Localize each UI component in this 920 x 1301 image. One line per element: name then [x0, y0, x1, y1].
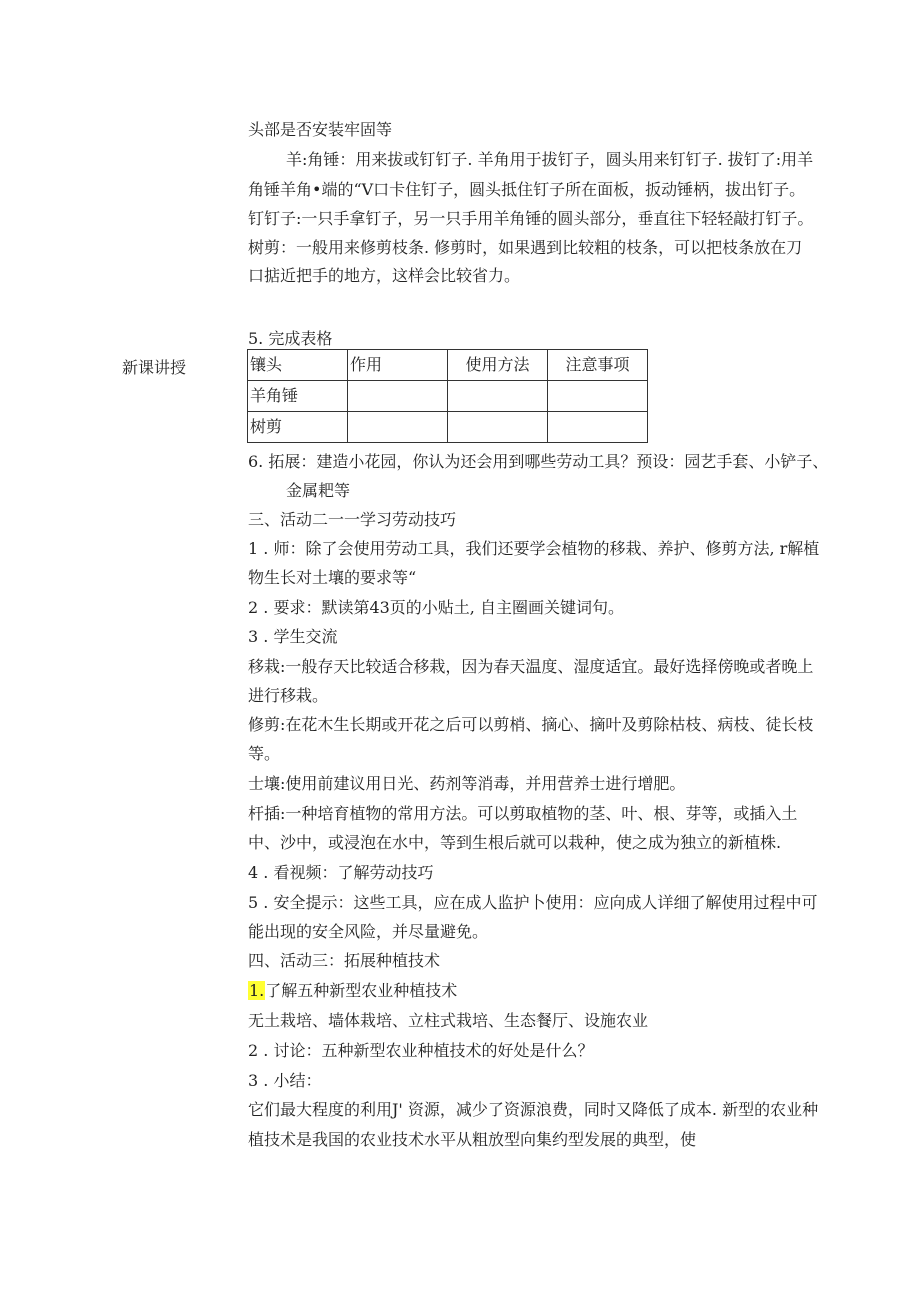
text-line: 3 . 小结： [248, 1071, 322, 1090]
text-line: 等。 [248, 744, 281, 763]
text-line: 金属耙等 [286, 481, 351, 500]
text-line: 5 . 安全提示：这些工具，应在成人监护卜使用：应向成人详细了解使用过程中可 [248, 893, 818, 912]
text-line: 士壤:使用前建议用日光、药剂等消毒，并用营养士进行增肥。 [248, 774, 686, 793]
text-span: 了解五种新型农业种植技术 [265, 981, 458, 1000]
text-line: 无土栽培、墙体栽培、立柱式栽培、生态餐厅、设施农业 [248, 1011, 649, 1030]
text-line: 杆插:一种培育植物的常用方法。可以剪取植物的茎、叶、根、芽等，或插入土 [248, 804, 798, 823]
table-header-row [248, 350, 648, 381]
text-line: 树剪：一般用来修剪枝条. 修剪时，如果遇到比较粗的枝条，可以把枝条放在刀 [248, 238, 803, 257]
text-line: 4 . 看视频：了解劳动技巧 [248, 863, 434, 882]
table-cell [548, 412, 648, 443]
text-line: 1 . 师：除了会使用劳动工具，我们还要学会植物的移栽、养护、修剪方法, r解植 [248, 539, 820, 558]
text-line: 头部是否安装牢固等 [248, 120, 393, 139]
table-header-cell: 作用 [348, 350, 448, 381]
text-line: 2 . 讨论：五种新型农业种植技术的好处是什么？ [248, 1041, 594, 1060]
text-line: 羊:角锤：用来拔或钉钉子. 羊角用于拔钉子，圆头用来钉钉子. 拔钉了:用羊 [286, 150, 814, 169]
text-line: 进行移栽。 [248, 686, 329, 705]
tools-table [247, 349, 648, 443]
section-heading: 四、活动三：拓展种植技术 [248, 951, 441, 970]
text-line: 3 . 学生交流 [248, 627, 338, 646]
text-line [248, 980, 457, 1002]
text-line: 它们最大程度的利用J' 资源，减少了资源浪费，同时又降低了成本. 新型的农业种 [248, 1100, 819, 1119]
table-cell [448, 412, 548, 443]
text-line: 移栽:一般存天比较适合移栽，因为春天温度、湿度适宜。最好选择傍晚或者晚上 [248, 657, 814, 676]
text-line: 角锤羊角•端的“V口卡住钉子，圆头抵住钉子所在面板，扳动锤柄，拔出钉子。 [248, 180, 806, 199]
text-line: 2 . 要求：默读第43页的小贴土, 自主圈画关键词句。 [248, 598, 624, 617]
table-row [248, 381, 648, 412]
text-line: 中、沙中，或浸泡在水中，等到生根后就可以栽种，使之成为独立的新植株. [248, 833, 782, 852]
table-header-cell: 注意事项 [548, 350, 648, 381]
sidebar-label: 新课讲授 [122, 358, 187, 377]
highlight-marker: 1. [249, 981, 265, 1000]
section-heading: 5. 完成表格 [248, 329, 333, 348]
text-line: 能出现的安全风险，并尽量避免。 [248, 922, 489, 941]
table-header-cell: 使用方法 [448, 350, 548, 381]
table-cell [348, 381, 448, 412]
text-line: 植技术是我国的农业技术水平从粗放型向集约型发展的典型，使 [248, 1130, 697, 1149]
text-line: 钉钉子:一只手拿钉子，另一只手用羊角锤的圆头部分，垂直往下轻轻敲打钉子。 [248, 209, 814, 228]
text-line: 物生长对土壤的要求等“ [248, 568, 417, 587]
text-line: 口掂近把手的地方，这样会比较省力。 [248, 266, 521, 285]
table-cell: 树剪 [248, 412, 348, 443]
text-line: 修剪:在花木生长期或开花之后可以剪梢、摘心、摘叶及剪除枯枝、病枝、徒长枝 [248, 715, 814, 734]
table-header-cell: 镶头 [248, 350, 348, 381]
table-row [248, 412, 648, 443]
table-cell [548, 381, 648, 412]
text-line: 6. 拓展：建造小花园，你认为还会用到哪些劳动工具？预设：园艺手套、小铲子、 [248, 452, 829, 471]
section-heading: 三、活动二一一学习劳动技巧 [248, 510, 457, 529]
table-cell [448, 381, 548, 412]
table-cell: 羊角锤 [248, 381, 348, 412]
table-cell [348, 412, 448, 443]
